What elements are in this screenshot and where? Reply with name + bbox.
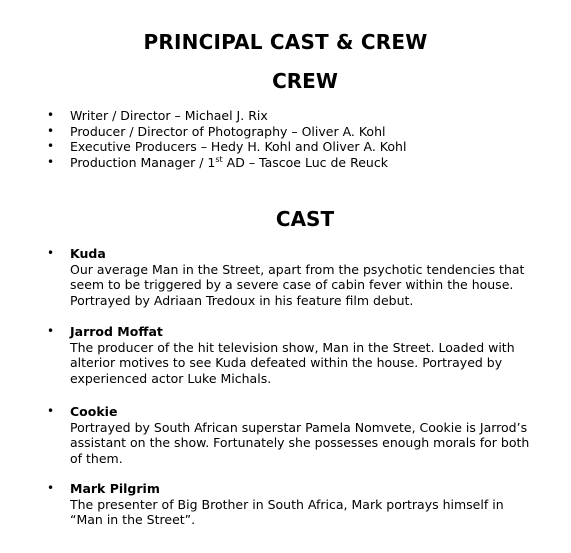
cast-heading: CAST [275, 207, 335, 231]
cast-description: Portrayed by South African superstar Pamela Nomvete, Cookie is Jarrod’s assistant on the show. Fortunately she possesses enough morals for both of them. [70, 419, 530, 466]
cast-item [47, 481, 557, 528]
crew-heading: CREW [272, 69, 338, 93]
bullet-icon: • [47, 123, 55, 138]
crew-item-superscript: st [215, 154, 223, 164]
cast-description: The presenter of Big Brother in South Africa, Mark portrays himself in “Man in the Street”. [70, 496, 504, 527]
cast-name: Kuda [70, 246, 106, 261]
crew-item [47, 155, 406, 171]
cast-item [47, 246, 557, 308]
crew-item [47, 139, 406, 155]
cast-item [47, 324, 557, 386]
bullet-icon: • [47, 154, 55, 169]
cast-description: The producer of the hit television show, Man in the Street. Loaded with alterior motives to see Kuda defeated within the house. Portrayed by experienced actor Luke Michals. [70, 339, 515, 386]
crew-item-text-pre: Production Manager / 1 [70, 154, 216, 170]
crew-item-text: Producer / Director of Photography – Oliver A. Kohl [70, 123, 386, 139]
crew-item-text: Writer / Director – Michael J. Rix [70, 108, 268, 123]
crew-item-text: Executive Producers – Hedy H. Kohl and Oliver A. Kohl [70, 139, 407, 154]
cast-name: Mark Pilgrim [70, 481, 160, 496]
cast-item [47, 404, 557, 466]
crew-item [47, 108, 406, 124]
cast-name: Jarrod Moffat [70, 324, 163, 339]
bullet-icon: • [47, 481, 55, 495]
bullet-icon: • [47, 139, 55, 153]
cast-description: Our average Man in the Street, apart from the psychotic tendencies that seem to be triggered by a severe case of cabin fever within the house. Portrayed by Adriaan Tredoux in his feature film debut. [70, 261, 525, 308]
cast-name: Cookie [70, 404, 118, 419]
crew-item-text-post: AD – Tascoe Luc de Reuck [222, 154, 388, 170]
bullet-icon: • [47, 108, 55, 122]
crew-list [47, 108, 406, 170]
bullet-icon: • [47, 246, 55, 260]
bullet-icon: • [47, 404, 55, 418]
bullet-icon: • [47, 324, 55, 338]
page-title: PRINCIPAL CAST & CREW [143, 30, 428, 54]
crew-item [47, 124, 406, 140]
